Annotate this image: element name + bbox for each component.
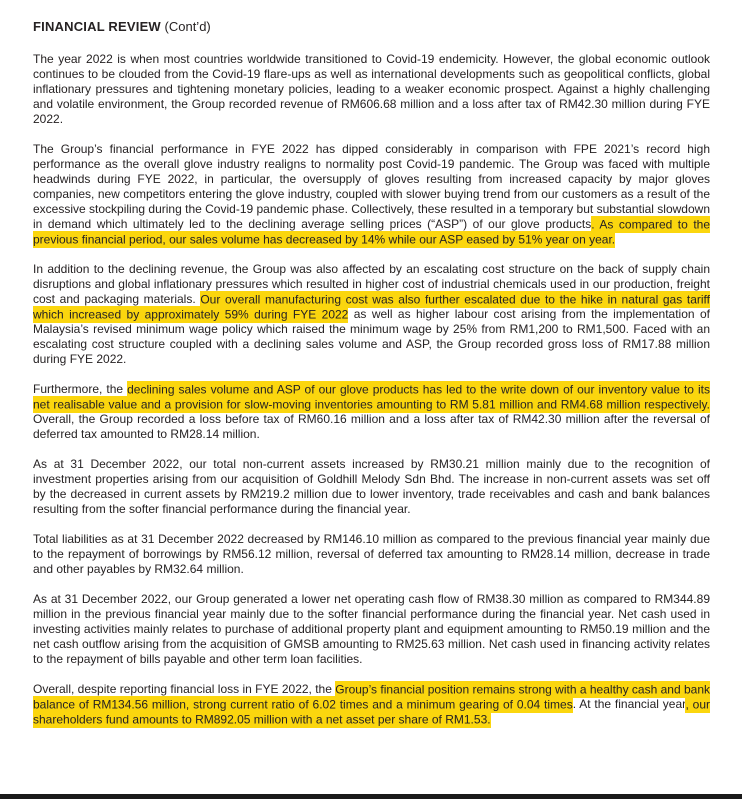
paragraph <box>33 532 710 577</box>
text-run: as well as higher labour cost arising from the implementation of Malaysia’s revised minimum wage policy which raised the minimum wage by 25% from RM1,200 to RM1,500. Faced with an escalating cost structure coupled with a declining sales volume and ASP, the Group recorded gross loss of RM17.88 million during FYE 2022. <box>33 307 710 366</box>
text-run: Overall, the Group recorded a loss before tax of RM60.16 million and a loss after tax of RM42.30 million after the reversal of deferred tax amounted to RM28.14 million. <box>33 412 710 441</box>
text-run: The Group’s financial performance in FYE 2022 has dipped considerably in comparison with FPE 2021’s record high performance as the overall glove industry realigns to normality post Covid-19 pandemic. The Group was faced with multiple headwinds during FYE 2022, in particular, the oversupply of gloves resulting from increased capacity by major gloves companies, new competitors entering the glove industry, coupled with slower buying trend from our customers as a result of the excessive stockpiling during the Covid-19 pandemic phase. Collectively, these resulted in a temporary but substantial slowdown in demand which ultimately led to the declining average selling prices (“ASP”) of our glove products <box>33 142 710 231</box>
text-run: Furthermore, the <box>33 382 128 396</box>
paragraph <box>33 52 710 127</box>
section-title-suffix: (Cont’d) <box>160 19 211 34</box>
text-run: Total liabilities as at 31 December 2022 decreased by RM146.10 million as compared to the previous financial year mainly due to the repayment of borrowings by RM56.12 million, reversal of deferred tax amounting to RM28.14 million, decrease in trade and other payables by RM32.64 million. <box>33 532 710 576</box>
paragraph <box>33 142 710 247</box>
paragraph <box>33 592 710 667</box>
highlighted-text-run: declining sales volume and ASP of our glove products has led to the write down of our inventory value to its net realisable value and a provision for slow-moving inventories amounting to RM 5.81 million and RM4.68 million respectively. <box>33 382 711 411</box>
highlighted-text-run: . As compared to the previous financial period, our sales volume has decreased by 14% while our ASP eased by 51% year on year. <box>33 217 710 246</box>
paragraph <box>33 682 710 727</box>
section-heading <box>33 19 710 34</box>
paragraph <box>33 382 710 442</box>
text-run: In addition to the declining revenue, the Group was also affected by an escalating cost structure on the back of supply chain disruptions and global inflationary pressures which resulted in higher cost of industrial chemicals used in our production, freight cost and packaging materials. <box>33 262 710 306</box>
highlighted-text-run: Group’s financial position remains strong with a healthy cash and bank balance of RM134.56 million, strong current ratio of 6.02 times and a minimum gearing of 0.04 times <box>33 682 710 711</box>
highlighted-text-run: , our shareholders fund amounts to RM892.05 million with a net asset per share of RM1.53. <box>33 697 710 726</box>
text-run: As at 31 December 2022, our total non-current assets increased by RM30.21 million mainly due to the recognition of investment properties arising from our acquisition of Goldhill Melody Sdn Bhd. The increase in non-current assets was set off by the decreased in current assets by RM219.2 million due to lower inventory, trade receivables and cash and bank balances resulting from the softer financial performance during the financial year. <box>33 457 710 516</box>
text-run: Overall, despite reporting financial loss in FYE 2022, the <box>33 682 336 696</box>
highlighted-text-run: Our overall manufacturing cost was also further escalated due to the hike in natural gas tariff which increased by approximately 59% during FYE 2022 <box>33 292 710 321</box>
document-body <box>33 52 710 727</box>
paragraph <box>33 262 710 367</box>
page-footer-rule <box>0 794 742 799</box>
paragraph <box>33 457 710 517</box>
text-run: . At the financial year <box>572 697 686 711</box>
section-title: FINANCIAL REVIEW <box>33 19 161 34</box>
text-run: The year 2022 is when most countries worldwide transitioned to Covid-19 endemicity. However, the global economic outlook continues to be clouded from the Covid-19 flare-ups as well as international developments such as geopolitical conflicts, global inflationary pressures and tightening monetary policies, leading to a weaker economic prospect. Against a highly challenging and volatile environment, the Group recorded revenue of RM606.68 million and a loss after tax of RM42.30 million during FYE 2022. <box>33 52 710 126</box>
text-run: As at 31 December 2022, our Group generated a lower net operating cash flow of RM38.30 million as compared to RM344.89 million in the previous financial year mainly due to the softer financial performance during the financial year. Net cash used in investing activities mainly relates to purchase of additional property plant and equipment amounting to RM50.19 million and the net cash outflow arising from the acquisition of GMSB amounting to RM25.63 million. Net cash used in financing activity relates to the repayment of bills payable and other term loan facilities. <box>33 592 710 666</box>
